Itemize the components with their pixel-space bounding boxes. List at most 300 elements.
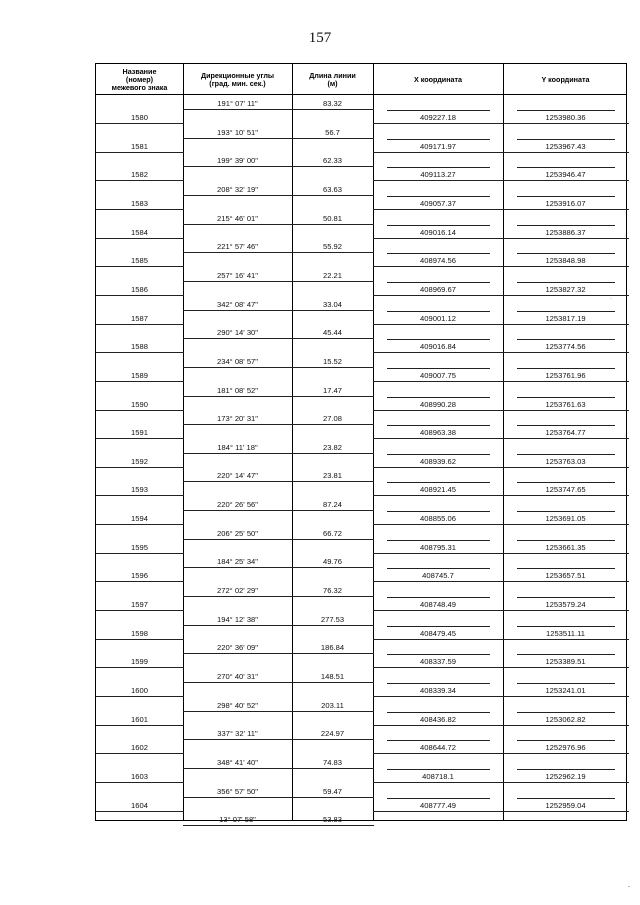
y-coordinate: 1253062.82 [545,714,586,724]
row-rule [373,782,504,783]
row-rule [387,253,490,254]
y-coordinate: 1253980.36 [545,113,586,122]
direction-angle: 270° 40' 31" [217,672,258,681]
row-rule [387,511,490,512]
row-rule [292,109,374,110]
direction-angle: 184° 25' 34" [217,557,258,567]
row-rule [517,626,615,627]
line-length: 224.97 [320,729,345,739]
row-rule [373,524,504,525]
row-rule [517,798,615,799]
row-rule [183,166,293,167]
boundary-mark-number: 1600 [131,686,148,695]
header-x: X координата [413,74,463,84]
row-rule [387,167,490,168]
line-length: 74.83 [322,757,342,767]
row-rule [387,368,490,369]
line-length: 87.24 [322,500,342,510]
row-rule [96,639,184,640]
boundary-mark-number: 1596 [131,571,148,581]
row-rule [292,367,374,368]
row-rule [503,352,629,353]
y-coordinate: 1253774.56 [545,342,586,352]
row-rule [387,626,490,627]
row-rule [292,567,374,568]
row-rule [373,581,504,582]
row-rule [517,225,615,226]
direction-angle: 290° 14' 30" [217,328,258,338]
line-length: 45.44 [322,328,342,338]
row-rule [96,209,184,210]
row-rule [292,539,374,540]
row-rule [96,725,184,726]
boundary-mark-number: 1593 [131,485,148,495]
row-rule [183,825,293,826]
line-length: 55.92 [322,242,342,252]
direction-angle: 206° 25' 50" [217,528,258,538]
boundary-mark-number: 1586 [131,284,148,294]
x-coordinate: 408990.28 [420,399,456,409]
row-rule [517,769,615,770]
boundary-coordinates-table [95,63,627,825]
row-rule [96,667,184,668]
header-length: Длина линии (м) [309,70,356,88]
row-rule [292,768,374,769]
row-rule [387,482,490,483]
x-coordinate: 408795.31 [420,542,456,552]
y-coordinate: 1253916.07 [545,198,586,208]
row-rule [503,696,629,697]
row-rule [96,123,184,124]
x-coordinate: 409113.27 [420,170,456,180]
row-rule [517,253,615,254]
direction-angle: 184° 11' 18" [217,442,258,452]
boundary-mark-number: 1601 [131,714,148,724]
boundary-mark-number: 1595 [131,542,148,552]
x-coordinate: 408939.62 [420,456,456,466]
boundary-mark-number: 1588 [131,342,148,352]
row-rule [387,712,490,713]
row-rule [373,495,504,496]
line-length: 62.33 [322,156,342,166]
row-rule [517,425,615,426]
row-rule [373,639,504,640]
row-rule [503,238,629,239]
row-rule [517,110,615,111]
row-rule [517,654,615,655]
direction-angle: 298° 40' 52" [217,700,258,710]
x-coordinate: 408337.59 [420,657,456,667]
row-rule [387,568,490,569]
direction-angle: 220° 26' 56" [217,500,258,510]
row-rule [96,467,184,468]
line-length: 49.76 [322,557,342,567]
row-rule [96,696,184,697]
y-coordinate: 1253661.35 [545,542,586,552]
x-coordinate: 409171.97 [420,141,456,151]
row-rule [183,625,293,626]
x-coordinate: 408644.72 [420,743,456,753]
line-length: 203.11 [321,700,344,710]
x-coordinate: 408777.49 [420,800,456,810]
row-rule [183,653,293,654]
header-y: Y координата [541,74,590,84]
row-rule [517,139,615,140]
row-rule [517,740,615,741]
x-coordinate: 408748.49 [420,600,456,610]
row-rule [292,653,374,654]
row-rule [517,311,615,312]
row-rule [292,252,374,253]
row-rule [387,454,490,455]
row-rule [373,696,504,697]
y-coordinate: 1253817.19 [545,313,586,323]
y-coordinate: 1253511.11 [546,628,585,638]
line-length: 148.51 [320,672,345,681]
line-length: 22.21 [322,270,342,280]
line-length: 23.82 [322,442,342,452]
direction-angle: 356° 57' 50" [217,786,258,796]
boundary-mark-number: 1602 [131,743,148,753]
boundary-mark-number: 1580 [131,113,148,122]
row-rule [292,396,374,397]
row-rule [96,610,184,611]
row-rule [387,311,490,312]
boundary-mark-number: 1603 [131,771,148,781]
header-name: Название (номер) межевого знака [111,66,168,93]
y-coordinate: 1253761.63 [545,399,586,409]
x-coordinate: 409227.18 [420,113,456,122]
direction-angle: 191° 07' 11" [217,99,258,108]
direction-angle: 173° 20' 31" [217,414,258,424]
row-rule [373,467,504,468]
row-rule [503,324,629,325]
row-rule [373,238,504,239]
row-rule [517,454,615,455]
row-rule [96,438,184,439]
boundary-mark-number: 1597 [131,600,148,610]
x-coordinate: 408855.06 [420,514,456,524]
scan-mark: - [628,884,630,890]
row-rule [183,195,293,196]
x-coordinate: 409057.37 [420,198,456,208]
row-rule [387,339,490,340]
y-coordinate: 1253764.77 [545,428,586,438]
boundary-mark-number: 1582 [131,170,148,180]
row-rule [503,467,629,468]
row-rule [183,567,293,568]
boundary-mark-number: 1590 [131,399,148,409]
row-rule [373,410,504,411]
row-rule [517,540,615,541]
boundary-mark-number: 1594 [131,514,148,524]
y-coordinate: 1253389.51 [545,657,586,667]
x-coordinate: 408921.45 [420,485,456,495]
row-rule [387,225,490,226]
x-coordinate: 408718.1 [422,771,454,781]
row-rule [387,540,490,541]
header-divider [96,94,626,95]
boundary-mark-number: 1599 [131,657,148,667]
row-rule [387,683,490,684]
row-rule [503,553,629,554]
row-rule [503,725,629,726]
line-length: 63.63 [322,184,342,194]
row-rule [96,495,184,496]
row-rule [183,453,293,454]
direction-angle: 193° 10' 51" [217,127,258,137]
direction-angle: 220° 14' 47" [217,471,258,481]
row-rule [96,811,184,812]
boundary-mark-number: 1591 [131,428,148,438]
row-rule [387,139,490,140]
row-rule [292,338,374,339]
direction-angle: 342° 08' 47" [217,299,258,309]
y-coordinate: 1253657.51 [545,571,586,581]
row-rule [292,481,374,482]
row-rule [387,798,490,799]
row-rule [292,797,374,798]
row-rule [292,596,374,597]
y-coordinate: 1253761.96 [545,370,586,380]
row-rule [387,654,490,655]
row-rule [503,180,629,181]
y-coordinate: 1253967.43 [545,141,586,151]
row-rule [503,581,629,582]
direction-angle: 337° 32' 11" [217,729,258,739]
x-coordinate: 408745.7 [422,571,454,581]
row-rule [373,553,504,554]
y-coordinate: 1253241.01 [545,686,586,695]
row-rule [503,123,629,124]
line-length: 17.47 [322,385,342,395]
line-length: 15.52 [322,356,342,366]
row-rule [96,524,184,525]
row-rule [183,596,293,597]
row-rule [292,510,374,511]
row-rule [517,282,615,283]
row-rule [183,424,293,425]
row-rule [183,367,293,368]
boundary-mark-number: 1592 [131,456,148,466]
row-rule [373,438,504,439]
row-rule [292,625,374,626]
line-length: 277.53 [320,614,345,624]
row-rule [517,167,615,168]
direction-angle: 348° 41' 40" [217,757,258,767]
boundary-mark-number: 1583 [131,198,148,208]
row-rule [292,281,374,282]
row-rule [96,295,184,296]
row-rule [183,224,293,225]
row-rule [373,811,504,812]
row-rule [373,324,504,325]
direction-angle: 181° 08' 52" [217,385,258,395]
direction-angle: 208° 32' 19" [217,184,258,194]
x-coordinate: 409001.12 [420,313,456,323]
row-rule [517,368,615,369]
row-rule [503,438,629,439]
row-rule [292,424,374,425]
direction-angle: 220° 36' 09" [217,643,258,653]
row-rule [503,667,629,668]
row-rule [517,683,615,684]
row-rule [373,753,504,754]
x-coordinate: 409007.75 [420,370,456,380]
row-rule [373,610,504,611]
row-rule [503,753,629,754]
row-rule [503,381,629,382]
row-rule [373,667,504,668]
row-rule [503,811,629,812]
y-coordinate: 1253946.47 [545,170,586,180]
row-rule [183,711,293,712]
row-rule [183,510,293,511]
boundary-mark-number: 1604 [131,800,148,810]
row-rule [183,797,293,798]
row-rule [183,539,293,540]
y-coordinate: 1253691.05 [545,514,586,524]
y-coordinate: 1253579.24 [545,600,586,610]
row-rule [183,396,293,397]
row-rule [517,397,615,398]
boundary-mark-number: 1587 [131,313,148,323]
row-rule [517,196,615,197]
y-coordinate: 1253827.32 [545,284,586,294]
y-coordinate: 1253763.03 [545,456,586,466]
row-rule [96,324,184,325]
row-rule [517,511,615,512]
scan-mark: · [610,296,612,302]
row-rule [373,152,504,153]
x-coordinate: 409016.84 [420,342,456,352]
boundary-mark-number: 1589 [131,370,148,380]
y-coordinate: 1252959.04 [545,800,586,810]
row-rule [503,410,629,411]
row-rule [292,453,374,454]
row-rule [292,682,374,683]
x-coordinate: 408479.45 [420,628,456,638]
header-angle: Дирекционные углы (град. мин. сек.) [200,70,275,88]
row-rule [96,152,184,153]
x-coordinate: 408969.67 [420,284,456,294]
row-rule [373,295,504,296]
direction-angle: 13° 07' 58" [219,815,256,825]
row-rule [387,597,490,598]
row-rule [183,739,293,740]
row-rule [292,825,374,826]
boundary-mark-number: 1581 [131,141,148,151]
row-rule [373,725,504,726]
y-coordinate: 1253848.98 [545,256,586,266]
row-rule [96,238,184,239]
line-length: 23.81 [322,471,342,481]
row-rule [387,282,490,283]
line-length: 83.32 [322,99,342,108]
boundary-mark-number: 1585 [131,256,148,266]
y-coordinate: 1253886.37 [545,227,586,237]
row-rule [387,740,490,741]
row-rule [292,195,374,196]
row-rule [517,568,615,569]
direction-angle: 199° 39' 00" [217,156,258,166]
page-number: 157 [308,30,332,46]
row-rule [183,481,293,482]
row-rule [517,339,615,340]
row-rule [503,209,629,210]
line-length: 53.83 [322,815,342,825]
row-rule [96,180,184,181]
row-rule [292,711,374,712]
direction-angle: 257° 16' 41" [217,270,258,280]
row-rule [373,266,504,267]
row-rule [517,597,615,598]
x-coordinate: 408974.56 [420,256,456,266]
row-rule [503,152,629,153]
row-rule [503,610,629,611]
x-coordinate: 409016.14 [420,227,456,237]
row-rule [503,639,629,640]
direction-angle: 194° 12' 38" [217,614,258,624]
row-rule [96,410,184,411]
row-rule [292,310,374,311]
line-length: 66.72 [322,528,342,538]
line-length: 27.08 [322,414,342,424]
line-length: 186.84 [320,643,345,653]
row-rule [96,753,184,754]
row-rule [373,123,504,124]
boundary-mark-number: 1598 [131,628,148,638]
x-coordinate: 408339.34 [420,686,456,695]
direction-angle: 215° 46' 01" [217,213,258,223]
boundary-mark-number: 1584 [131,227,148,237]
row-rule [517,712,615,713]
row-rule [183,109,293,110]
row-rule [96,553,184,554]
row-rule [503,266,629,267]
line-length: 50.81 [322,213,342,223]
row-rule [373,180,504,181]
row-rule [503,495,629,496]
row-rule [503,524,629,525]
row-rule [387,769,490,770]
y-coordinate: 1252962.19 [545,771,586,781]
row-rule [183,281,293,282]
direction-angle: 234° 08' 57" [217,356,258,366]
row-rule [183,138,293,139]
row-rule [183,252,293,253]
row-rule [96,352,184,353]
direction-angle: 221° 57' 46" [217,242,258,252]
line-length: 56.7 [325,127,340,137]
row-rule [96,581,184,582]
direction-angle: 272° 02' 29" [217,586,258,596]
row-rule [183,682,293,683]
line-length: 59.47 [322,786,342,796]
row-rule [96,381,184,382]
row-rule [292,166,374,167]
y-coordinate: 1253747.65 [545,485,586,495]
row-rule [292,138,374,139]
row-rule [183,768,293,769]
row-rule [517,482,615,483]
x-coordinate: 408963.38 [420,428,456,438]
row-rule [292,739,374,740]
line-length: 33.04 [322,299,342,309]
row-rule [387,397,490,398]
row-rule [503,782,629,783]
line-length: 76.32 [322,586,342,596]
